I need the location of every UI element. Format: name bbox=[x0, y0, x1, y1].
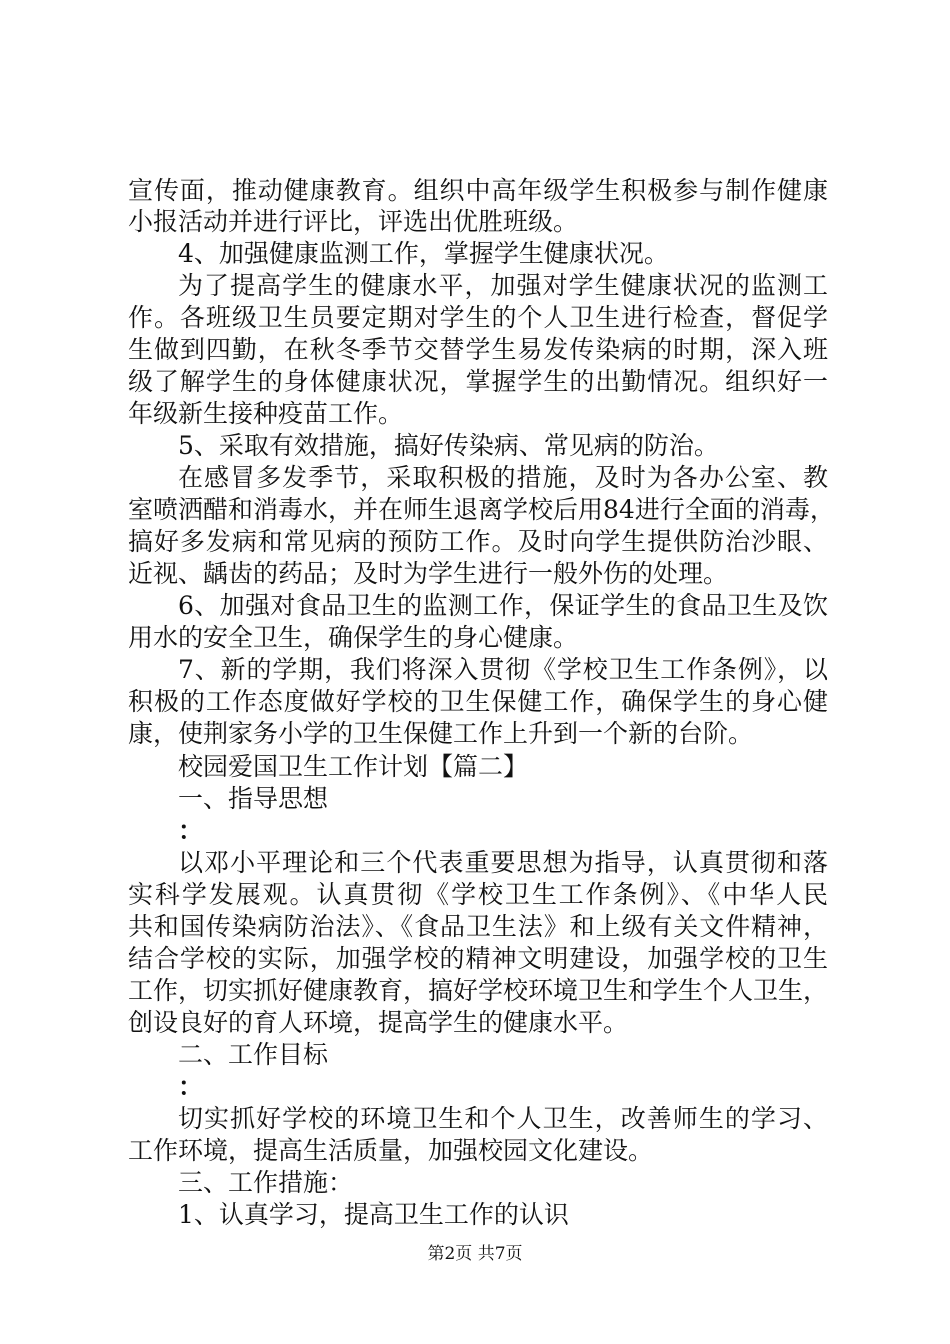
text-line: 积极的工作态度做好学校的卫生保健工作，确保学生的身心健 bbox=[128, 687, 828, 716]
section-heading: 7、新的学期，我们将深入贯彻《学校卫生工作条例》，以 bbox=[178, 655, 828, 684]
text-line: 共和国传染病防治法》、《食品卫生法》和上级有关文件精神， bbox=[128, 912, 828, 941]
text-line: 宣传面，推动健康教育。组织中高年级学生积极参与制作健康 bbox=[128, 176, 828, 205]
text-line: 为了提高学生的健康水平，加强对学生健康状况的监测工 bbox=[178, 271, 828, 300]
section-heading: 4、加强健康监测工作，掌握学生健康状况。 bbox=[178, 239, 669, 268]
text-line: 创设良好的育人环境，提高学生的健康水平。 bbox=[128, 1008, 629, 1037]
section-heading: 三、工作措施： bbox=[178, 1168, 354, 1197]
text-line: 近视、龋齿的药品；及时为学生进行一般外伤的处理。 bbox=[128, 559, 729, 588]
text-line: 小报活动并进行评比，评选出优胜班级。 bbox=[128, 207, 579, 236]
document-title: 校园爱国卫生工作计划【篇二】 bbox=[178, 752, 529, 781]
text-line: 用水的安全卫生，确保学生的身心健康。 bbox=[128, 623, 579, 652]
text-line: 工作环境，提高生活质量，加强校园文化建设。 bbox=[128, 1136, 654, 1165]
page-footer: 第2页 共7页 bbox=[427, 1244, 523, 1264]
text-line: 生做到四勤，在秋冬季节交替学生易发传染病的时期，深入班 bbox=[128, 335, 828, 364]
text-line: 工作，切实抓好健康教育，搞好学校环境卫生和学生个人卫生， bbox=[128, 976, 829, 1005]
text-line: 搞好多发病和常见病的预防工作。及时向学生提供防治沙眼、 bbox=[128, 527, 828, 556]
section-heading: 5、采取有效措施，搞好传染病、常见病的防治。 bbox=[178, 431, 719, 460]
text-line: 年级新生接种疫苗工作。 bbox=[128, 399, 404, 428]
section-heading: 6、加强对食品卫生的监测工作，保证学生的食品卫生及饮 bbox=[178, 591, 828, 620]
text-line: 结合学校的实际，加强学校的精神文明建设，加强学校的卫生 bbox=[128, 944, 828, 973]
colon-mark: ： bbox=[178, 816, 204, 845]
text-line: 实科学发展观。认真贯彻《学校卫生工作条例》、《中华人民 bbox=[128, 880, 828, 909]
text-line: 在感冒多发季节，采取积极的措施，及时为各办公室、教 bbox=[178, 463, 828, 492]
colon-mark: ： bbox=[178, 1072, 204, 1101]
section-heading: 1、认真学习，提高卫生工作的认识 bbox=[178, 1200, 569, 1229]
section-heading: 二、工作目标 bbox=[178, 1040, 329, 1069]
text-line: 作。各班级卫生员要定期对学生的个人卫生进行检查，督促学 bbox=[128, 303, 828, 332]
text-line: 切实抓好学校的环境卫生和个人卫生，改善师生的学习、 bbox=[178, 1104, 828, 1133]
text-line: 级了解学生的身体健康状况，掌握学生的出勤情况。组织好一 bbox=[128, 367, 828, 396]
text-line: 康，使荆家务小学的卫生保健工作上升到一个新的台阶。 bbox=[128, 719, 754, 748]
text-line: 以邓小平理论和三个代表重要思想为指导，认真贯彻和落 bbox=[178, 848, 828, 877]
section-heading: 一、指导思想 bbox=[178, 784, 329, 813]
text-line: 室喷洒醋和消毒水，并在师生退离学校后用84进行全面的消毒， bbox=[128, 495, 835, 524]
